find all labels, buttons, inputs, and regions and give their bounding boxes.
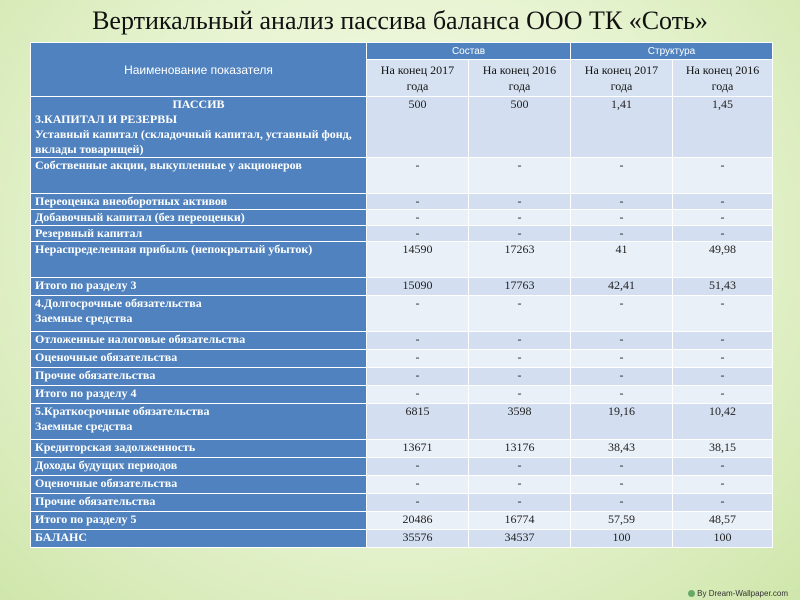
header-structure: Структура — [571, 43, 773, 60]
row-value: 15090 — [367, 278, 469, 296]
row-label-line: Доходы будущих периодов — [35, 458, 178, 472]
row-label-line: БАЛАНС — [35, 530, 88, 544]
row-value: - — [469, 368, 571, 386]
row-value: 100 — [571, 530, 673, 548]
row-value: 41 — [571, 242, 673, 278]
table-row — [31, 494, 773, 512]
row-value: 500 — [469, 97, 571, 158]
header-composition: Состав — [367, 43, 571, 60]
watermark-text: By Dream-Wallpaper.com — [697, 589, 788, 598]
row-value: - — [571, 494, 673, 512]
row-value: - — [367, 476, 469, 494]
row-value: 38,15 — [673, 440, 773, 458]
row-label-line: Прочие обязательства — [35, 494, 156, 508]
row-value: - — [673, 386, 773, 404]
row-label — [31, 158, 367, 194]
row-value: - — [571, 368, 673, 386]
row-label — [31, 386, 367, 404]
row-label-line: Оценочные обязательства — [35, 350, 178, 364]
table-row — [31, 158, 773, 194]
table-row — [31, 404, 773, 440]
row-label — [31, 530, 367, 548]
row-value: - — [571, 350, 673, 368]
row-label-line: Итого по разделу 3 — [35, 278, 137, 292]
row-value: - — [469, 386, 571, 404]
table-row — [31, 194, 773, 210]
row-value: - — [367, 458, 469, 476]
header-sub-4: На конец 2016 года — [673, 60, 773, 97]
row-value: 500 — [367, 97, 469, 158]
row-label — [31, 350, 367, 368]
row-label-line: 4.Долгосрочные обязательства — [35, 296, 202, 310]
balance-table — [30, 42, 773, 548]
row-value: - — [673, 476, 773, 494]
header-sub-2: На конец 2016 года — [469, 60, 571, 97]
row-label-line: Нераспределенная прибыль (непокрытый убыток) — [35, 242, 313, 256]
row-value: - — [469, 332, 571, 350]
row-label-line: Переоценка внеоборотных активов — [35, 194, 228, 208]
row-value: - — [367, 194, 469, 210]
row-label-line: Добавочный капитал (без переоценки) — [35, 210, 245, 224]
row-label — [31, 404, 367, 440]
row-value: - — [673, 368, 773, 386]
table-row — [31, 278, 773, 296]
row-value: 1,41 — [571, 97, 673, 158]
row-value: - — [367, 296, 469, 332]
table-row — [31, 368, 773, 386]
row-value: - — [367, 158, 469, 194]
table-row — [31, 97, 773, 158]
row-label-line: Прочие обязательства — [35, 368, 156, 382]
row-value: - — [367, 226, 469, 242]
row-value: - — [571, 158, 673, 194]
row-value: 13671 — [367, 440, 469, 458]
row-value: 14590 — [367, 242, 469, 278]
watermark-logo-icon — [688, 590, 695, 597]
row-value: - — [673, 194, 773, 210]
row-value: - — [673, 332, 773, 350]
row-label-line: Резервный капитал — [35, 226, 143, 240]
row-value: - — [673, 210, 773, 226]
row-value: - — [571, 458, 673, 476]
row-label-line: Заемные средства — [35, 311, 133, 325]
row-label-line: Итого по разделу 4 — [35, 386, 137, 400]
row-value: - — [469, 210, 571, 226]
table-row — [31, 440, 773, 458]
row-label — [31, 226, 367, 242]
row-label-line: ПАССИВ — [172, 97, 225, 111]
row-label-line: 5.Краткосрочные обязательства — [35, 404, 210, 418]
watermark — [688, 589, 788, 598]
row-value: - — [571, 226, 673, 242]
row-label-line: Отложенные налоговые обязательства — [35, 332, 246, 346]
table-row — [31, 296, 773, 332]
row-label-line: Заемные средства — [35, 419, 133, 433]
table-header — [31, 43, 773, 97]
table-row — [31, 242, 773, 278]
row-label — [31, 242, 367, 278]
row-label — [31, 210, 367, 226]
row-label — [31, 296, 367, 332]
row-label — [31, 476, 367, 494]
row-value: - — [571, 332, 673, 350]
header-sub-3: На конец 2017 года — [571, 60, 673, 97]
row-value: 49,98 — [673, 242, 773, 278]
row-label-line: Оценочные обязательства — [35, 476, 178, 490]
row-value: 16774 — [469, 512, 571, 530]
table-row — [31, 350, 773, 368]
row-label-line: Итого по разделу 5 — [35, 512, 137, 526]
row-value: - — [571, 194, 673, 210]
row-value: - — [673, 350, 773, 368]
row-value: - — [673, 226, 773, 242]
table-row — [31, 476, 773, 494]
row-value: - — [469, 350, 571, 368]
row-value: 35576 — [367, 530, 469, 548]
row-value: 57,59 — [571, 512, 673, 530]
row-value: 20486 — [367, 512, 469, 530]
row-value: - — [673, 296, 773, 332]
header-name-column: Наименование показателя — [31, 43, 367, 97]
row-value: 34537 — [469, 530, 571, 548]
row-value: 19,16 — [571, 404, 673, 440]
row-value: - — [469, 226, 571, 242]
row-value: 13176 — [469, 440, 571, 458]
row-value: - — [571, 296, 673, 332]
row-value: 42,41 — [571, 278, 673, 296]
row-value: 100 — [673, 530, 773, 548]
row-value: - — [673, 494, 773, 512]
row-label-line: Кредиторская задолженность — [35, 440, 196, 454]
row-value: - — [469, 296, 571, 332]
row-value: - — [571, 210, 673, 226]
row-label — [31, 278, 367, 296]
row-value: 17263 — [469, 242, 571, 278]
row-value: - — [367, 386, 469, 404]
table-body — [31, 97, 773, 548]
row-value: - — [469, 476, 571, 494]
header-sub-1: На конец 2017 года — [367, 60, 469, 97]
row-label-line: Собственные акции, выкупленные у акционеров — [35, 158, 302, 172]
row-value: 51,43 — [673, 278, 773, 296]
row-value: - — [571, 386, 673, 404]
row-label — [31, 440, 367, 458]
row-label — [31, 494, 367, 512]
row-value: - — [367, 494, 469, 512]
row-label-line: Уставный капитал (складочный капитал, уставный фонд, вклады товарищей) — [35, 127, 352, 156]
table-row — [31, 458, 773, 476]
table-row — [31, 530, 773, 548]
row-value: - — [367, 210, 469, 226]
row-label — [31, 368, 367, 386]
table-row — [31, 332, 773, 350]
row-value: - — [469, 494, 571, 512]
row-label — [31, 194, 367, 210]
row-value: 6815 — [367, 404, 469, 440]
row-value: - — [469, 194, 571, 210]
row-value: 17763 — [469, 278, 571, 296]
row-value: - — [673, 158, 773, 194]
row-value: 38,43 — [571, 440, 673, 458]
row-value: 3598 — [469, 404, 571, 440]
row-label — [31, 512, 367, 530]
row-label — [31, 458, 367, 476]
table-row — [31, 210, 773, 226]
row-value: - — [469, 158, 571, 194]
row-value: - — [367, 350, 469, 368]
row-value: 48,57 — [673, 512, 773, 530]
table-row — [31, 226, 773, 242]
table-row — [31, 512, 773, 530]
row-value: 10,42 — [673, 404, 773, 440]
row-value: 1,45 — [673, 97, 773, 158]
row-value: - — [367, 332, 469, 350]
row-value: - — [367, 368, 469, 386]
page-title: Вертикальный анализ пассива баланса ООО ТК «Соть» — [92, 6, 708, 35]
row-value: - — [673, 458, 773, 476]
row-value: - — [571, 476, 673, 494]
row-label-line: 3.КАПИТАЛ И РЕЗЕРВЫ — [35, 112, 178, 126]
row-label — [31, 97, 367, 158]
row-label — [31, 332, 367, 350]
table-row — [31, 386, 773, 404]
row-value: - — [469, 458, 571, 476]
